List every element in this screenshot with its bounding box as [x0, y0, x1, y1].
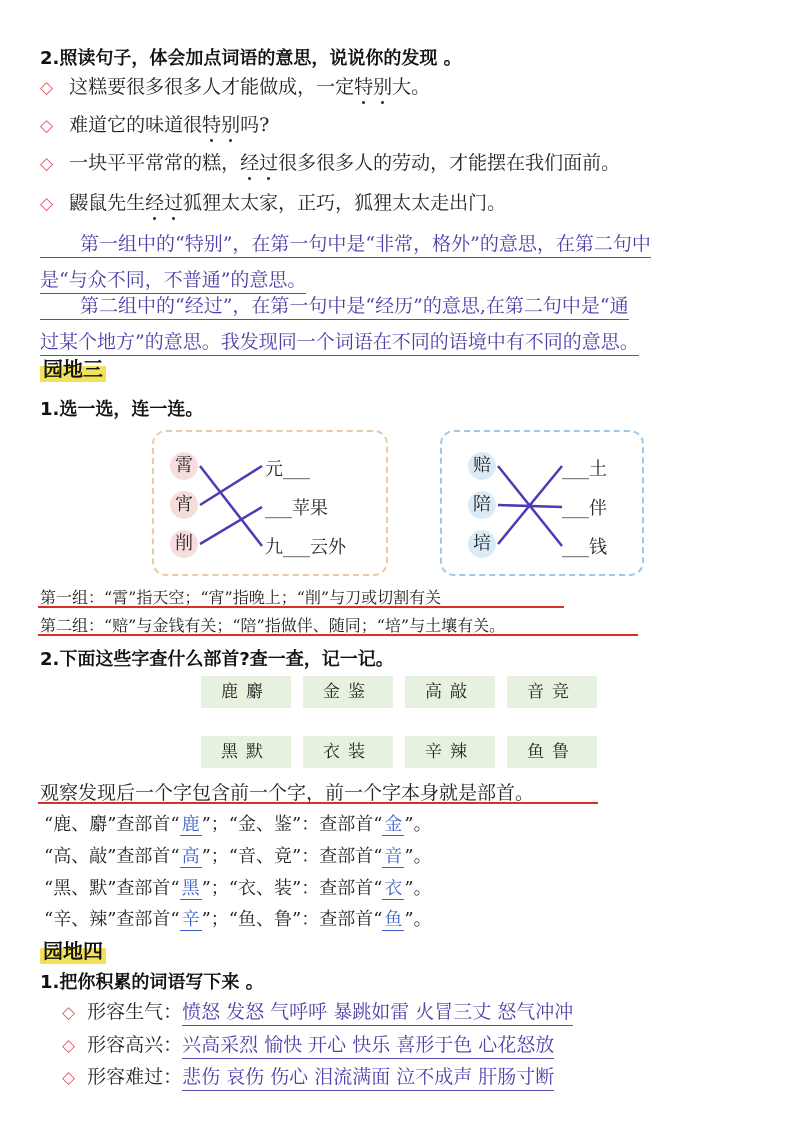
diamond-bullet-icon: ◇: [40, 154, 54, 174]
chip-xin-la: 辛辣: [405, 736, 495, 768]
sentence-text: 这糕要很多很多人才能做成，一定: [69, 76, 355, 98]
red-underline-2: [38, 634, 638, 636]
radical-question-b: ”；“音、竟”：查部首“: [201, 846, 383, 867]
chip-lu-she: 鹿麝: [201, 676, 291, 708]
dotted-char: 特: [354, 72, 373, 99]
category-label: 形容高兴：: [87, 1034, 183, 1056]
answer1-line2: 是“与众不同，不普通”的意思。: [40, 269, 306, 294]
option-jiuyunwai[interactable]: 九___云外: [265, 537, 346, 558]
chip-yin-jing: 音竞: [507, 676, 597, 708]
chip-hei-mo: 黑默: [201, 736, 291, 768]
section-yd4-title: 园地四: [40, 935, 106, 964]
radical-answer-a[interactable]: 黑: [181, 878, 200, 899]
sentence-text-rest: 狐狸太太家，正巧，狐狸太太走出门。: [183, 192, 507, 214]
diamond-bullet-icon: ◇: [40, 116, 54, 136]
observation: 观察发现后一个字包含前一个字，前一个字本身就是部首。: [40, 782, 535, 804]
radical-question-b: ”；“金、鉴”：查部首“: [201, 814, 383, 835]
char-xue-cut[interactable]: 削: [170, 530, 198, 558]
word-category-row: [62, 1062, 554, 1089]
chip-yu-lu: 鱼鲁: [507, 736, 597, 768]
radical-question-b: ”；“衣、装”：查部首“: [201, 878, 383, 899]
dotted-char: 别: [221, 110, 240, 137]
radical-answer-b[interactable]: 衣: [384, 878, 403, 899]
radical-end: ”。: [404, 878, 432, 899]
chip-gao-qiao: 高敲: [405, 676, 495, 708]
category-label: 形容难过：: [87, 1066, 183, 1088]
chip-jin-jian: 金鉴: [303, 676, 393, 708]
sentence-text: 鼹鼠先生: [69, 192, 146, 214]
radical-answer-a[interactable]: 高: [181, 846, 200, 867]
radical-question-a: “高、敲”查部首“: [44, 846, 180, 867]
char-pei-compensate[interactable]: 赔: [468, 452, 496, 480]
radical-answer-a[interactable]: 鹿: [181, 814, 200, 835]
option-yuan[interactable]: 元___: [265, 459, 310, 480]
option-qian[interactable]: ___钱: [562, 537, 607, 558]
diamond-bullet-icon: ◇: [62, 1068, 76, 1088]
diamond-bullet-icon: ◇: [62, 1003, 76, 1023]
radical-answer-row: [44, 810, 432, 836]
category-label: 形容生气：: [87, 1001, 183, 1023]
category-words[interactable]: 悲伤 哀伤 伤心 泪流满面 泣不成声 肝肠寸断: [182, 1066, 554, 1091]
radical-question-a: “辛、辣”查部首“: [44, 909, 180, 930]
sentence-text-rest: 吗?: [240, 114, 270, 136]
radical-answer-b[interactable]: 鱼: [384, 909, 403, 930]
yd4-q1-title: 1.把你积累的词语写下来 。: [40, 972, 264, 993]
dotted-char: 过: [164, 188, 183, 215]
yd3-q2-title: 2.下面这些字查什么部首?查一查，记一记。: [40, 649, 394, 670]
radical-end: ”。: [404, 909, 432, 930]
dotted-char: 经: [240, 148, 259, 175]
red-underline-3: [38, 802, 598, 804]
option-pingguo[interactable]: ___苹果: [265, 498, 328, 519]
radical-answer-row: [44, 905, 432, 931]
diamond-bullet-icon: ◇: [40, 194, 54, 214]
sentence-text-rest: 很多很多人的劳动，才能摆在我们面前。: [278, 152, 621, 174]
radical-answer-row: [44, 842, 432, 868]
radical-question-b: ”；“鱼、鲁”：查部首“: [201, 909, 383, 930]
radical-question-a: “黑、默”查部首“: [44, 878, 180, 899]
radical-end: ”。: [404, 846, 432, 867]
note-group2: 第二组：“赔”与金钱有关；“陪”指做伴、随同；“培”与土壤有关。: [40, 616, 506, 635]
category-words[interactable]: 兴高采烈 愉快 开心 快乐 喜形于色 心花怒放: [182, 1034, 554, 1059]
char-xiao-sky[interactable]: 霄: [170, 452, 198, 480]
word-category-row: [62, 997, 573, 1024]
chip-yi-zhuang: 衣装: [303, 736, 393, 768]
answer2-line2: 过某个地方”的意思。我发现同一个词语在不同的语境中有不同的意思。: [40, 331, 639, 356]
radical-question-a: “鹿、麝”查部首“: [44, 814, 180, 835]
radical-answer-b[interactable]: 音: [384, 846, 403, 867]
diamond-bullet-icon: ◇: [40, 78, 54, 98]
sentence-text: 难道它的味道很: [69, 114, 203, 136]
red-underline-1: [38, 606, 564, 608]
q2-title: 2.照读句子，体会加点词语的意思，说说你的发现 。: [40, 48, 462, 69]
char-xiao-night[interactable]: 宵: [170, 491, 198, 519]
char-pei-accompany[interactable]: 陪: [468, 491, 496, 519]
radical-answer-a[interactable]: 辛: [181, 909, 200, 930]
sentence-text-rest: 大。: [392, 76, 431, 98]
dotted-char: 特: [202, 110, 221, 137]
char-pei-cultivate[interactable]: 培: [468, 530, 496, 558]
radical-answer-row: [44, 874, 432, 900]
answer2-line1: 第二组中的“经过”，在第一句中是“经历”的意思,在第二句中是“通: [40, 295, 629, 320]
dotted-char: 过: [259, 148, 278, 175]
option-tu[interactable]: ___土: [562, 459, 607, 480]
category-words[interactable]: 愤怒 发怒 气呼呼 暴跳如雷 火冒三丈 怒气冲冲: [182, 1001, 573, 1026]
option-ban[interactable]: ___伴: [562, 498, 607, 519]
dotted-char: 别: [373, 72, 392, 99]
answer1-line1: 第一组中的“特别”，在第一句中是“非常，格外”的意思，在第二句中: [40, 233, 651, 258]
radical-end: ”。: [404, 814, 432, 835]
dotted-char: 经: [145, 188, 164, 215]
note-group1: 第一组：“霄”指天空；“宵”指晚上；“削”与刀或切割有关: [40, 588, 442, 607]
yd3-q1-title: 1.选一选，连一连。: [40, 399, 204, 420]
sentence-text: 一块平平常常的糕，: [69, 152, 241, 174]
radical-answer-b[interactable]: 金: [384, 814, 403, 835]
diamond-bullet-icon: ◇: [62, 1036, 76, 1056]
section-yd3-title: 园地三: [40, 353, 106, 382]
word-category-row: [62, 1030, 554, 1057]
